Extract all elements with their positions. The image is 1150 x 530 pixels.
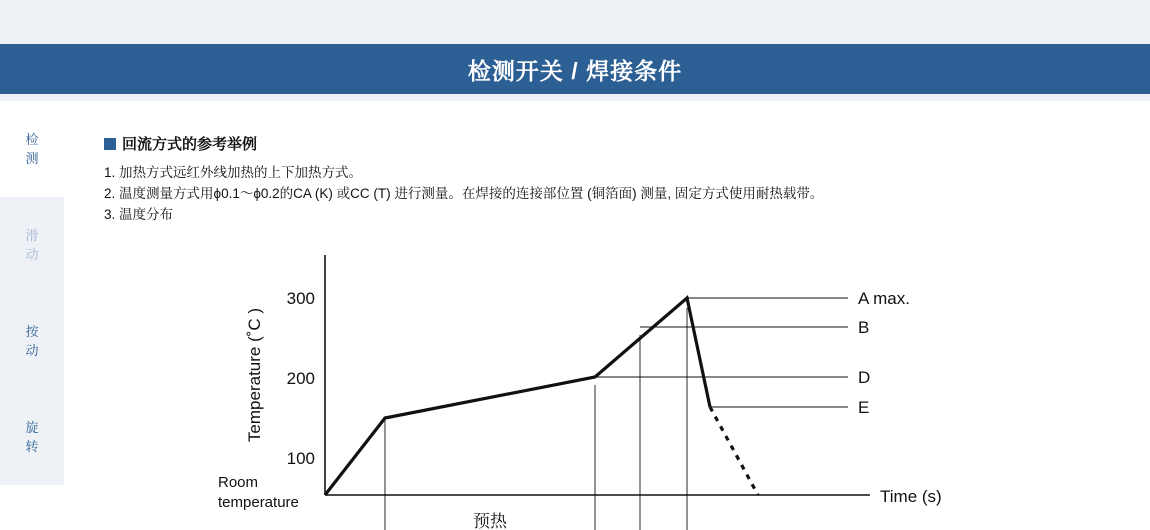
page-title: 检测开关 / 焊接条件: [467, 57, 683, 84]
sidebar-item-push-line1: 按: [25, 324, 39, 339]
section-heading: [104, 133, 1144, 154]
sidebar-item-slide[interactable]: [0, 197, 64, 293]
level-label-e: E: [858, 398, 870, 417]
page-title-bar: [0, 44, 1150, 94]
sidebar-item-slide-line2: 动: [25, 247, 39, 262]
chart-svg: [200, 255, 1150, 530]
top-strip: [0, 0, 1150, 44]
level-label-b: B: [858, 318, 870, 337]
level-label-d: D: [858, 368, 871, 387]
y-tick-300: 300: [286, 289, 315, 308]
y-axis-title: Temperature (˚C ): [245, 307, 264, 443]
level-label-a: A max.: [858, 289, 910, 308]
section-heading-label: 回流方式的参考举例: [122, 136, 258, 153]
y-tick-200: 200: [286, 369, 315, 388]
series-reflow-profile: [325, 298, 710, 495]
title-underbar: [0, 94, 1150, 101]
sidebar-item-rotate[interactable]: [0, 389, 64, 485]
y-tick-100: 100: [286, 449, 315, 468]
sidebar-item-rotate-line2: 转: [25, 439, 39, 454]
sidebar: [0, 101, 64, 529]
content-area: [104, 101, 1144, 225]
note-item-1: 1. 加热方式远红外线加热的上下加热方式。: [104, 165, 363, 180]
bullet-square-icon: [104, 138, 116, 150]
sidebar-item-detect-line1: 检: [25, 132, 39, 147]
sidebar-item-detect[interactable]: [0, 101, 64, 197]
chart-origin-label: [218, 473, 299, 513]
chart-origin-label-line2: temperature: [218, 494, 299, 511]
sidebar-item-detect-line2: 测: [25, 151, 39, 166]
notes-list: [104, 162, 1144, 225]
chart-origin-label-line1: Room: [218, 474, 259, 491]
sidebar-item-push-line2: 动: [25, 343, 39, 358]
note-item-2: 2. 温度测量方式用ϕ0.1～ϕ0.2的CA (K) 或CC (T) 进行测量。在焊接的连接部位置 (铜箔面) 测量, 固定方式使用耐热载带。: [104, 186, 824, 201]
note-item-3: 3. 温度分布: [104, 207, 174, 222]
series-cooling-dashed: [710, 407, 758, 495]
sidebar-item-rotate-line1: 旋: [25, 420, 39, 435]
sidebar-item-push[interactable]: [0, 293, 64, 389]
reflow-profile-chart: [200, 255, 1150, 530]
x-axis-title: Time (s): [880, 487, 942, 506]
annotation-preheat: 预热: [473, 512, 507, 530]
sidebar-item-slide-line1: 滑: [25, 228, 39, 243]
